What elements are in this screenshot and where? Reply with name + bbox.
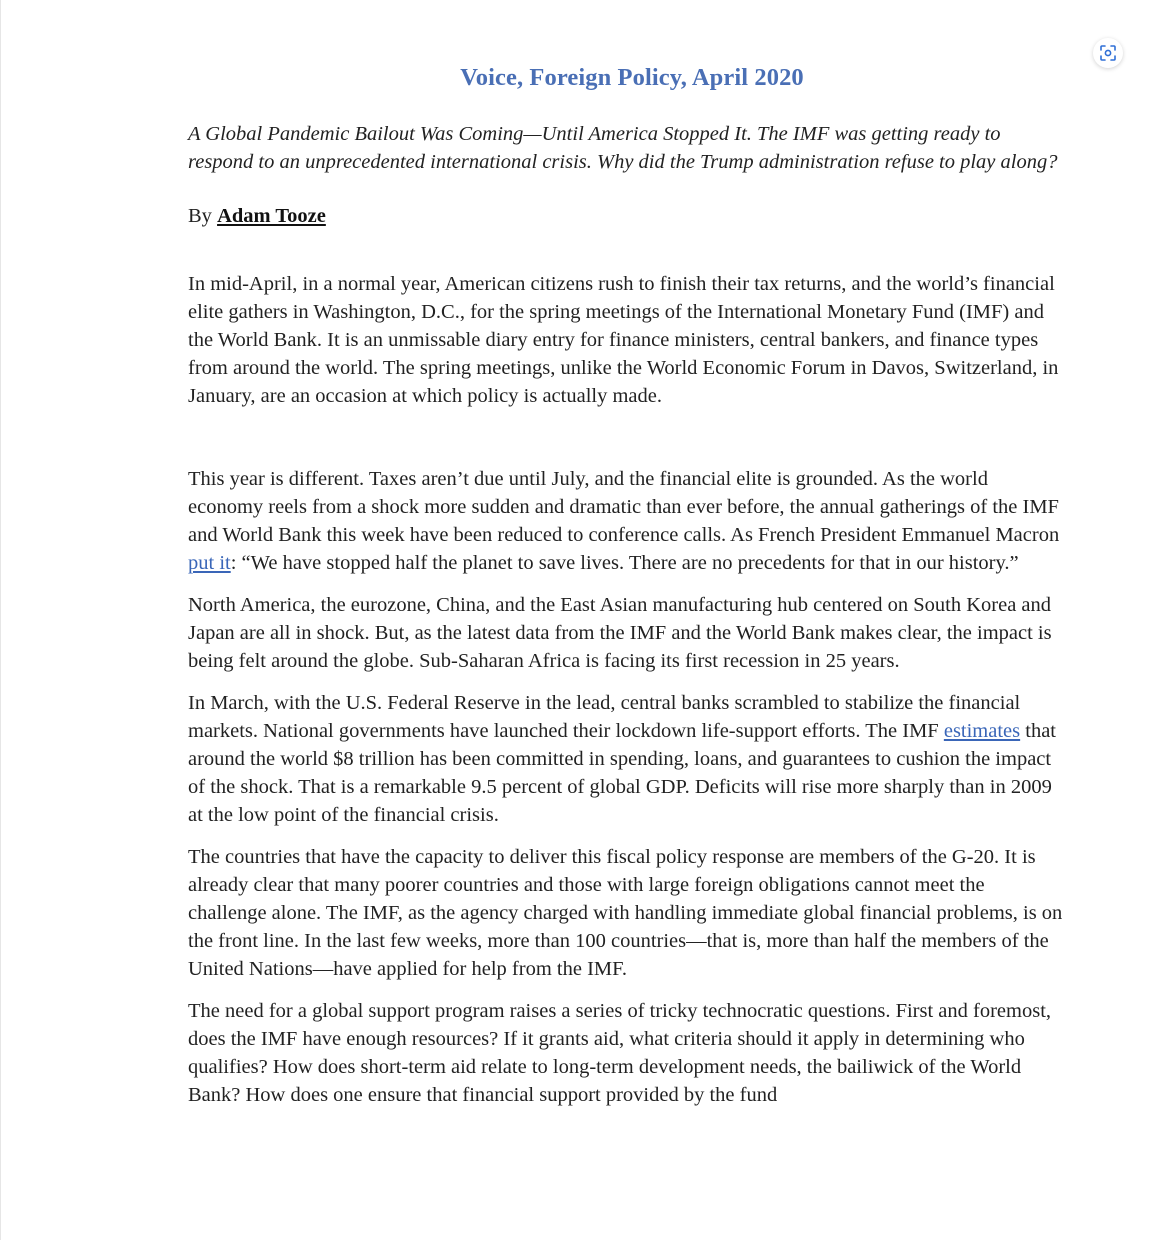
byline-prefix: By bbox=[188, 205, 212, 227]
paragraph-2 bbox=[188, 465, 1068, 577]
document-body bbox=[188, 120, 1068, 1109]
paragraph-4-text-b: that around the world $8 trillion has been committed in spending, loans, and guarantees to cushion the impact of the shock. That is a remarkable 9.5 percent of global GDP. Deficits will rise more sharply than in 2009 at the low point of the financial crisis. bbox=[188, 720, 1057, 826]
estimates-link[interactable]: estimates bbox=[943, 720, 1021, 742]
paragraph-2-text-a: This year is different. Taxes aren’t due until July, and the financial elite is grounded. As the world economy reels from a shock more sudden and dramatic than ever before, the annual gatherings of the IMF and World Bank this week have been reduced to conference calls. As French President Emmanuel Macron bbox=[188, 468, 1060, 546]
paragraph-4-text-a: In March, with the U.S. Federal Reserve in the lead, central banks scrambled to stabilize the financial markets. National governments have launched their lockdown life-support efforts. The IMF bbox=[188, 692, 1021, 742]
document-title: Voice, Foreign Policy, April 2020 bbox=[460, 64, 804, 91]
paragraph-5: The countries that have the capacity to deliver this fiscal policy response are members of the G-20. It is already clear that many poorer countries and those with large foreign obligations cannot meet the challenge alone. The IMF, as the agency charged with handling immediate global financial problems, is on the front line. In the last few weeks, more than 100 countries—that is, more than half the members of the United Nations—have applied for help from the IMF. bbox=[188, 846, 1063, 980]
article-subtitle: A Global Pandemic Bailout Was Coming—Until America Stopped It. The IMF was getting ready to respond to an unprecedented international crisis. Why did the Trump administration refuse to play along? bbox=[188, 123, 1058, 173]
paragraph-3: North America, the eurozone, China, and the East Asian manufacturing hub centered on South Korea and Japan are all in shock. But, as the latest data from the IMF and the World Bank makes clear, the impact is being felt around the globe. Sub-Saharan Africa is facing its first recession in 25 years. bbox=[188, 594, 1052, 672]
paragraph-6: The need for a global support program raises a series of tricky technocratic questions. First and foremost, does the IMF have enough resources? If it grants aid, what criteria should it apply in determining who qualifies? How does short-term aid relate to long-term development needs, the bailiwick of the World Bank? How does one ensure that financial support provided by the fund bbox=[188, 1000, 1052, 1106]
author-link[interactable]: Adam Tooze bbox=[217, 205, 326, 227]
paragraph-1: In mid-April, in a normal year, American citizens rush to finish their tax returns, and the world’s financial elite gathers in Washington, D.C., for the spring meetings of the International Monetary Fund (IMF) and the World Bank. It is an unmissable diary entry for finance ministers, central bankers, and finance types from around the world. The spring meetings, unlike the World Economic Forum in Davos, Switzerland, in January, are an occasion at which policy is actually made. bbox=[188, 273, 1059, 407]
put-it-link[interactable]: put it bbox=[188, 552, 231, 574]
paragraph-2-text-b: : “We have stopped half the planet to save lives. There are no precedents for that in our history.” bbox=[230, 552, 1019, 574]
paragraph-4 bbox=[188, 689, 1068, 829]
byline bbox=[188, 202, 1068, 230]
scan-text-icon bbox=[1099, 44, 1117, 62]
